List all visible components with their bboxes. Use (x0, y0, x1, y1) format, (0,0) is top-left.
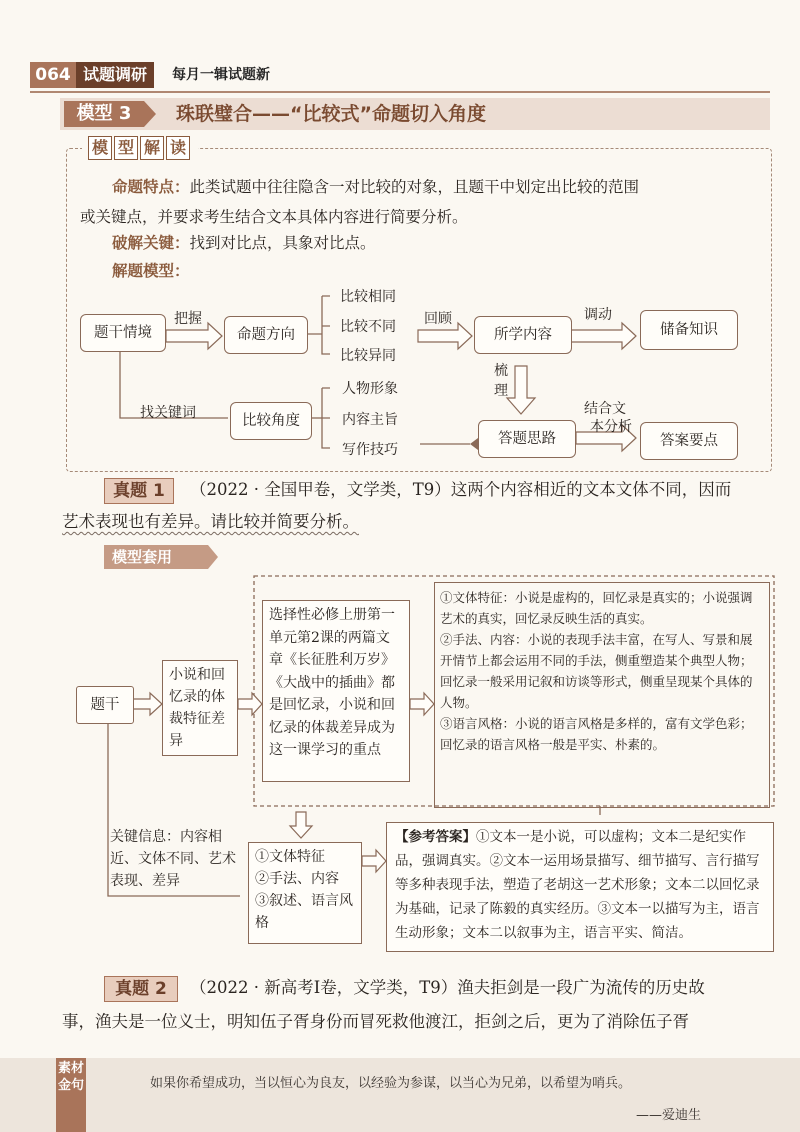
model-title: 珠联璧合——“比较式”命题切入角度 (176, 103, 486, 125)
answer-text: ①文本一是小说，可以虚构；文本二是纪实作品，强调真实。②文本一运用场景描写、细节描写、言行描写等多种表现手法，塑造了老胡这一艺术形象；文本二以回忆录为基础，记录了陈毅的真实经历。③文本一以描写为主，语言生动形象；文本二以叙事为主，语言平实、简洁。 (395, 829, 760, 941)
aspect-item: ②手法、内容 (255, 871, 339, 887)
footer-side-label: 素材金句 (56, 1058, 86, 1132)
down-arrow-icon (290, 812, 312, 838)
direction-item: 比较异同 (340, 348, 396, 364)
analysis-item-2: ②手法、内容：小说的表现手法丰富，在写人、写景和展开情节上都会运用不同的手法，侧重塑造某个典型人物；回忆录一般采用记叙和访谈等形式，侧重呈现某个具体的人物。 (440, 632, 753, 710)
feature-label: 命题特点： (112, 178, 190, 196)
stem-node: 题干情境 (80, 314, 166, 352)
aspect-item: ③叙述、语言风格 (255, 893, 353, 931)
sort-label-2: 理 (494, 383, 508, 399)
reference-answer-box (386, 822, 774, 952)
section-tag: 试题调研 (76, 62, 154, 88)
analysis-box (434, 584, 768, 808)
find-kw-label: 找关键词 (140, 405, 196, 421)
page-number: 064 (30, 62, 76, 88)
angle-item: 人物形象 (342, 381, 398, 397)
key-text: 找到对比点，具象对比点。 (189, 234, 376, 252)
thinking-node: 答题思路 (478, 420, 576, 458)
direction-item: 比较相同 (340, 289, 396, 305)
direction-node: 命题方向 (224, 316, 308, 354)
question-2-line-1: （2022 · 新高考Ⅰ卷，文学类，T9）渔夫拒剑是一段广为流传的历史故 (190, 978, 705, 997)
angle-node: 比较角度 (230, 402, 312, 440)
title-char: 解 (140, 136, 164, 160)
diff-arrow-icon (238, 693, 262, 715)
genre-diff-box: 小说和回忆录的体裁特征差异 (162, 660, 238, 756)
stem-node-2: 题干 (76, 686, 134, 724)
combine-label-1: 结合文 (584, 401, 626, 417)
direction-item: 比较不同 (340, 319, 396, 335)
question-1-label: 真题 1 (104, 478, 174, 504)
feature-paragraph-cont: 或关键点，并要求考生结合文本具体内容进行简要分析。 (80, 208, 468, 226)
model-label: 解题模型： (112, 262, 190, 280)
aspects-box (248, 842, 362, 944)
aspect-item: ①文体特征 (255, 849, 325, 865)
context-arrow-icon (410, 693, 434, 715)
apply-badge: 模型套用 (104, 545, 208, 569)
feature-text: 此类试题中往往隐含一对比较的对象，且题干中划定出比较的范围 (189, 178, 640, 196)
footer-author: ——爱迪生 (636, 1108, 702, 1123)
answer-arrow-icon (362, 850, 386, 872)
footer-quote: 如果你希望成功，当以恒心为良友，以经验为参谋，以当心为兄弟，以希望为哨兵。 (150, 1076, 632, 1091)
grasp-label: 把握 (174, 311, 202, 327)
stem-arrow-icon (132, 693, 162, 715)
analysis-item-3: ③语言风格：小说的语言风格是多样的，富有文学色彩；回忆录的语言风格一般是平实、朴素的。 (440, 716, 753, 752)
question-1-line-1: （2022 · 全国甲卷，文学类，T9）这两个内容相近的文本文体不同，因而 (190, 480, 732, 499)
reserve-node: 储备知识 (640, 310, 738, 350)
title-char: 型 (114, 136, 138, 160)
key-label: 破解关键： (112, 234, 190, 252)
angle-item: 内容主旨 (342, 412, 398, 428)
points-node: 答案要点 (640, 422, 738, 460)
key-info-text: 关键信息：内容相近、文体不同、艺术表现、差异 (110, 829, 236, 889)
question-2-line-2: 事，渔夫是一位义士，明知伍子胥身份而冒死救他渡江，拒剑之后，更为了消除伍子胥 (62, 1012, 689, 1031)
answer-label: 【参考答案】 (395, 829, 476, 845)
question-2-label: 真题 2 (104, 976, 178, 1002)
learned-node: 所学内容 (474, 316, 572, 354)
review-label: 回顾 (424, 311, 452, 327)
sort-label-1: 梳 (494, 363, 508, 379)
question-1-line-2: 艺术表现也有差异。请比较并简要分析。 (62, 512, 359, 531)
combine-label-2: 本分析 (590, 419, 632, 435)
mobilize-label: 调动 (584, 307, 612, 323)
title-char: 模 (88, 136, 112, 160)
analysis-item-1: ①文体特征：小说是虚构的，回忆录是真实的；小说强调艺术的真实，回忆录反映生活的真实。 (440, 590, 753, 626)
header-subtitle: 每月一辑试题新 (172, 67, 270, 83)
title-char: 读 (166, 136, 190, 160)
model-badge: 模型 3 (64, 101, 144, 127)
angle-item: 写作技巧 (342, 442, 398, 458)
context-box: 选择性必修上册第一单元第2课的两篇文章《长征胜利万岁》《大战中的插曲》都是回忆录，小说和回忆录的体裁差异成为这一课学习的重点 (262, 600, 410, 782)
